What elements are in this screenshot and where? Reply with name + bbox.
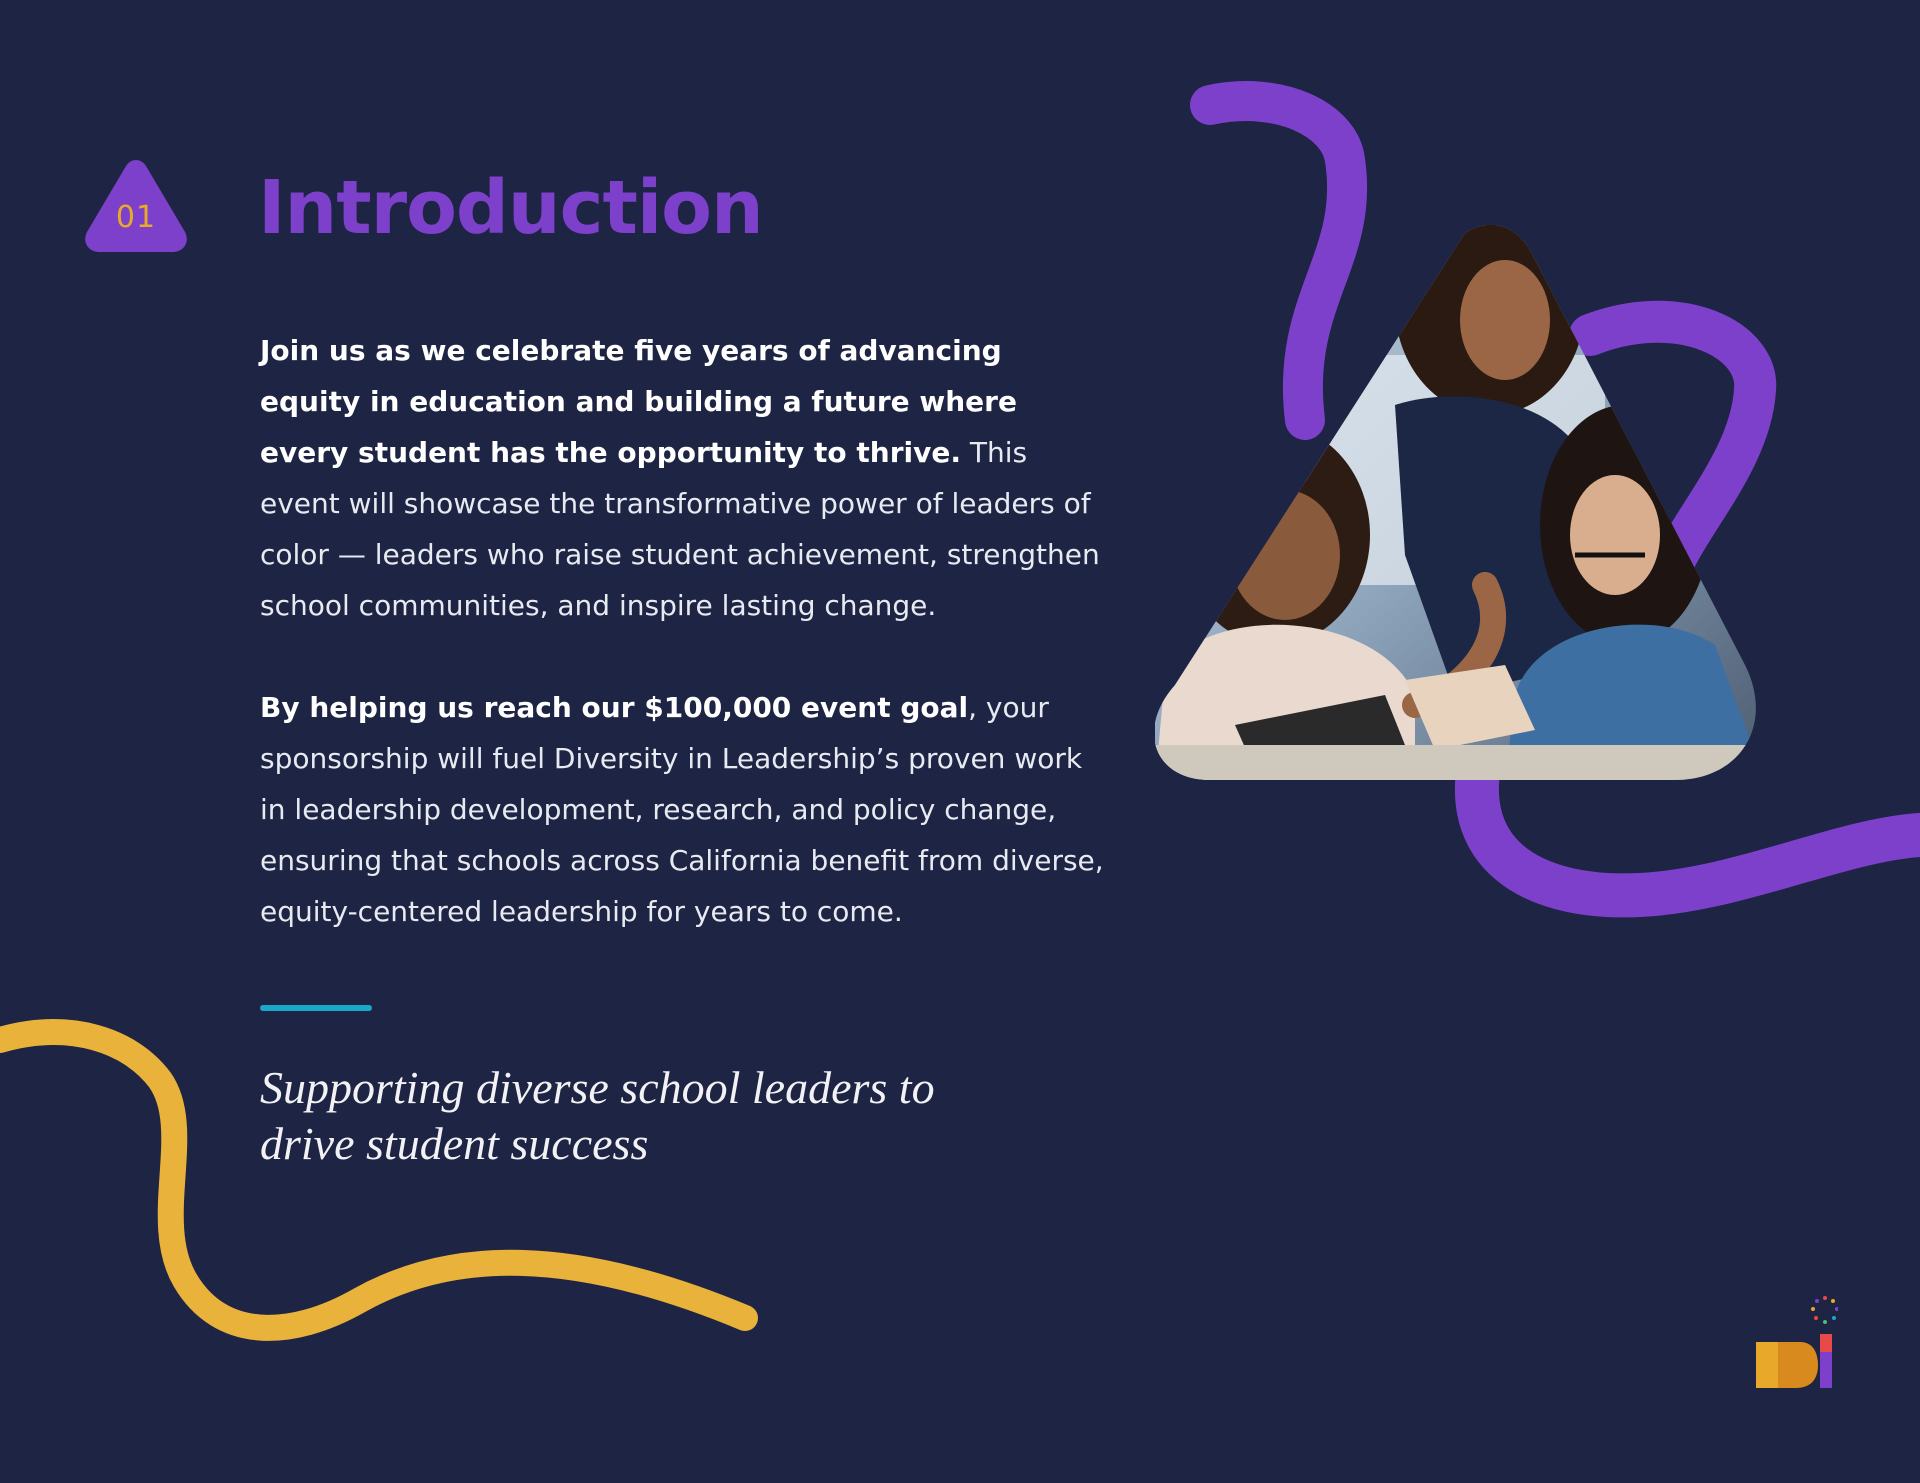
goal-bold: By helping us reach our $100,000 event goal bbox=[260, 691, 969, 724]
section-number-badge bbox=[82, 158, 190, 254]
intro-lead-text: This event will showcase the transformative power of leaders of color — leaders who raise student achievement, strengthen school communities, and inspire lasting change. bbox=[260, 436, 1100, 622]
goal-paragraph bbox=[260, 682, 1110, 937]
di-logo-icon bbox=[1748, 1292, 1838, 1392]
intro-paragraph bbox=[260, 325, 1110, 631]
section-number: 01 bbox=[115, 200, 157, 235]
page-title: Introduction bbox=[258, 165, 763, 251]
divider-rule bbox=[260, 1005, 372, 1011]
tagline-quote: Supporting diverse school leaders to drive student success bbox=[260, 1062, 935, 1169]
intro-lead-bold: Join us as we celebrate five years of advancing equity in education and building a future where every student has the opportunity to thrive. bbox=[260, 334, 1017, 469]
goal-text: , your sponsorship will fuel Diversity in Leadership’s proven work in leadership development, research, and policy change, ensuring that schools across California benefit from diverse, equity-centered leadership for years to come. bbox=[260, 691, 1104, 928]
